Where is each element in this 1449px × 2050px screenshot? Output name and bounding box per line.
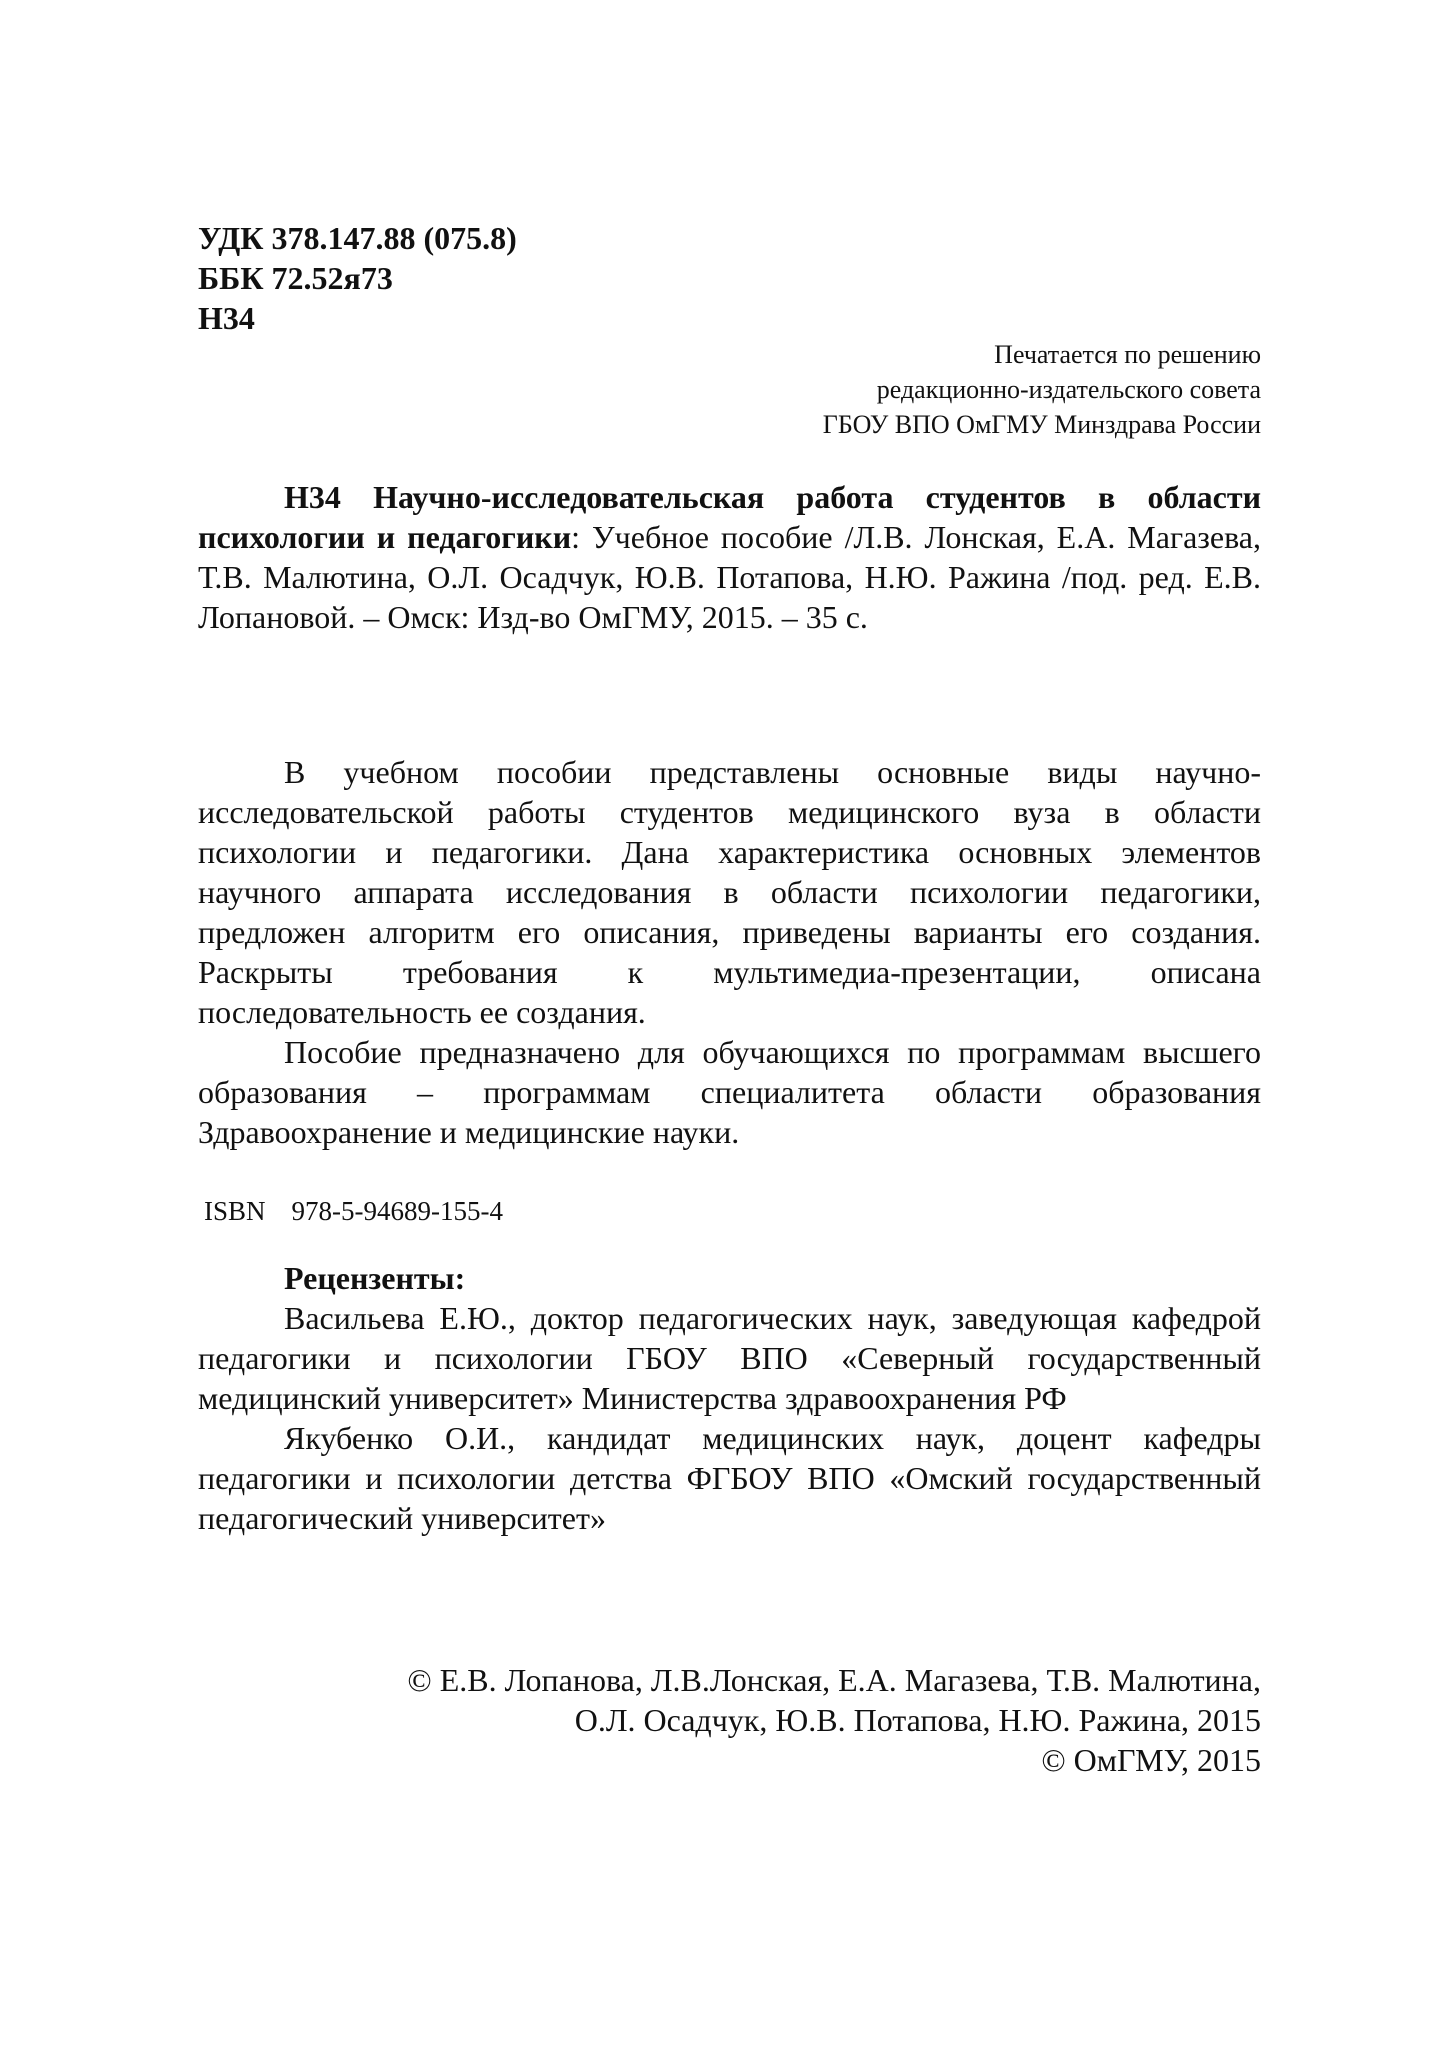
isbn-label: ISBN xyxy=(204,1196,266,1226)
isbn-line xyxy=(204,1194,503,1228)
classification-codes xyxy=(198,218,517,338)
reviewer-2: Якубенко О.И., кандидат медицинских наук, доцент кафедры педагогики и психологии детства ФГБОУ ВПО «Омский государственный педагогический университет» xyxy=(198,1420,1261,1536)
bibliographic-paragraph xyxy=(198,477,1261,637)
annotation-paragraph-1: В учебном пособии представлены основные виды научно-исследовательской работы студентов медицинского вуза в области психологии и педагогики. Дана характеристика основных элементов научного аппарата исследования в области психологии педагогики, предложен алгоритм его описания, приведены варианты его создания. Раскрыты требования к мультимедиа-презентации, описана последовательность ее создания. xyxy=(198,754,1261,1030)
udk-code: УДК 378.147.88 (075.8) xyxy=(198,220,517,256)
copyright-line-1: © Е.В. Лопанова, Л.В.Лонская, Е.А. Магазева, Т.В. Малютина, xyxy=(407,1662,1261,1698)
reviewers-section xyxy=(198,1258,1261,1538)
book-title: Н34 Научно-исследовательская работа студентов в области психологии и педагогики xyxy=(198,479,1261,555)
isbn-number: 978-5-94689-155-4 xyxy=(291,1196,503,1226)
bibliographic-record xyxy=(198,477,1261,637)
approval-line-2: редакционно-издательского совета xyxy=(876,375,1261,404)
annotation xyxy=(198,752,1261,1152)
bbk-code: ББК 72.52я73 xyxy=(198,260,393,296)
annotation-paragraph-2: Пособие предназначено для обучающихся по программам высшего образования – программам специалитета области образования Здравоохранение и медицинские науки. xyxy=(198,1034,1261,1150)
reviewer-1: Васильева Е.Ю., доктор педагогических наук, заведующая кафедрой педагогики и психологии ГБОУ ВПО «Северный государственный медицинский университет» Министерства здравоохранения РФ xyxy=(198,1300,1261,1416)
reviewers-heading: Рецензенты: xyxy=(284,1260,466,1296)
copyright-line-3: © ОмГМУ, 2015 xyxy=(1041,1742,1261,1778)
approval-line-3: ГБОУ ВПО ОмГМУ Минздрава России xyxy=(822,410,1261,439)
approval-line-1: Печатается по решению xyxy=(994,340,1261,369)
bibliographic-details: : Учебное пособие /Л.В. Лонская, Е.А. Магазева, Т.В. Малютина, О.Л. Осадчук, Ю.В. Потапова, Н.Ю. Ражина /под. ред. Е.В. Лопановой. – Омск: Изд-во ОмГМУ, 2015. – 35 с. xyxy=(198,519,1262,635)
publication-approval xyxy=(823,337,1261,442)
copyright-line-2: О.Л. Осадчук, Ю.В. Потапова, Н.Ю. Ражина, 2015 xyxy=(574,1702,1261,1738)
author-mark: Н34 xyxy=(198,300,255,336)
copyright-block xyxy=(407,1660,1261,1780)
